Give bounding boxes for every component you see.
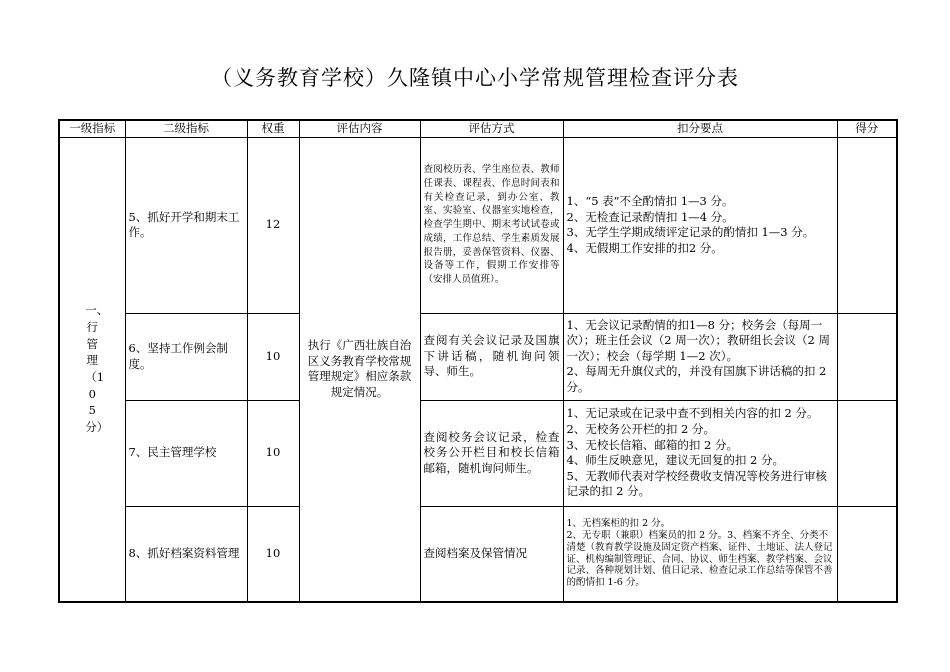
level1-label: 一、行管理（105分） — [85, 303, 109, 435]
method-cell: 查阅校历表、学生座位表、教师任课表、课程表、作息时间表和有关检查记录，到办公室、教室、实验室、仪器室实地检查，检查学生期中、期末考试试卷或成绩，工作总结、学生素质发展报告册，妥善保管资料、仪器、设备等工作，假期工作安排等（安排人员值班）。 — [420, 137, 563, 313]
points-cell: 1、无记录或在记录中查不到相关内容的扣 2 分。2、无校务公开栏的扣 2 分。 3、无校长信箱、邮箱的扣 2 分。 4、师生反映意见，建议无回复的扣 2 分。 5、无教师代表对学校经费收支情况等校务进行审核记录的扣 2 分。 — [563, 400, 837, 506]
method-cell: 查阅校务会议记录，检查校务公开栏目和校长信箱邮箱，随机询问师生。 — [420, 400, 563, 506]
score-cell[interactable] — [837, 313, 897, 400]
page-title: （义务教育学校）久隆镇中心小学常规管理检查评分表 — [211, 66, 739, 90]
table-row — [59, 137, 897, 313]
score-cell[interactable] — [837, 400, 897, 506]
weight-cell: 12 — [247, 137, 299, 313]
score-table — [58, 119, 898, 603]
method-cell: 查阅档案及保管情况 — [420, 506, 563, 602]
header-method: 评估方式 — [420, 120, 563, 137]
header-weight: 权重 — [247, 120, 299, 137]
level2-cell: 8、抓好档案资料管理 — [125, 506, 247, 602]
points-cell: 1、“5 表”不全酌情扣 1—3 分。 2、无检查记录酌情扣 1—4 分。 3、无学生学期成绩评定记录的酌情扣 1—3 分。 4、无假期工作安排的扣2 分。 — [563, 137, 837, 313]
header-score: 得分 — [837, 120, 897, 137]
table-row — [59, 400, 897, 506]
weight-cell: 10 — [247, 400, 299, 506]
table-row — [59, 313, 897, 400]
score-cell[interactable] — [837, 137, 897, 313]
score-cell[interactable] — [837, 506, 897, 602]
header-content: 评估内容 — [299, 120, 420, 137]
weight-cell: 10 — [247, 313, 299, 400]
level1-cell — [59, 137, 125, 602]
header-level2: 二级指标 — [125, 120, 247, 137]
level2-cell: 5、抓好开学和期末工作。 — [125, 137, 247, 313]
content-cell: 执行《广西壮族自治区义务教育学校常规管理规定》相应条款规定情况。 — [299, 137, 420, 602]
level2-cell: 6、坚持工作例会制度。 — [125, 313, 247, 400]
weight-cell: 10 — [247, 506, 299, 602]
level2-cell: 7、民主管理学校 — [125, 400, 247, 506]
method-cell: 查阅有关会议记录及国旗下讲话稿，随机询问领导、师生。 — [420, 313, 563, 400]
table-row — [59, 506, 897, 602]
points-cell: 1、无会议记录酌情的扣1—8 分；校务会（每周一次）；班主任会议（2 周一次）；教研组长会议（2 周一次）；校会（每学期 1—2 次）。 2、每周无升旗仪式的，并没有国旗下讲话稿的扣 2 分。 — [563, 313, 837, 400]
table-header-row — [59, 120, 897, 137]
header-level1: 一级指标 — [59, 120, 125, 137]
points-cell: 1、无档案柜的扣 2 分。 2、无专职（兼职）档案员的扣 2 分。3、档案不齐全、分类不清楚（教育教学设施及固定资产档案、证件、土地证、法人登记证、机构编制管理证、合同、协议、师生档案、教学档案、会议记录、各种规划计划、值日记录、检查记录工作总结等保管不善的酌情扣 1-6 分。 — [563, 506, 837, 602]
header-points: 扣分要点 — [563, 120, 837, 137]
